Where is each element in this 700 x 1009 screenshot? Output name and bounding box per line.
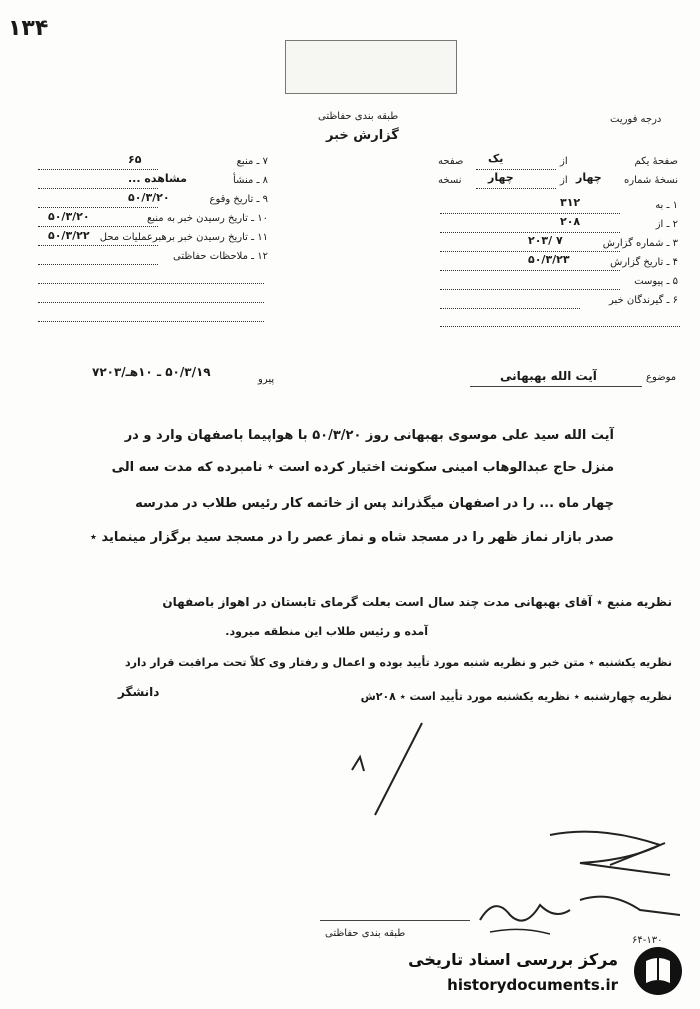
page-number: ۱۳۴ (8, 16, 49, 41)
form-code: ۶۴-۱۳۰ (632, 935, 663, 946)
blank-recipient-line (440, 326, 680, 327)
right-field-of: از (560, 175, 568, 186)
left-field-line (38, 226, 158, 227)
footer-rule (320, 920, 470, 921)
reference-code: ۵۰/۳/۱۹ ـ ۱۰هـ/۷۲۰۳ (92, 365, 211, 379)
handwritten-marks-center (330, 715, 430, 825)
handwritten-initials-bottom (470, 890, 580, 940)
left-field-value: ۵۰/۳/۲۲ (48, 229, 90, 242)
subject-label: موضوع (646, 372, 677, 383)
right-field-label: ۵ ـ پیوست (634, 276, 678, 287)
source-comment-line-1: نظریه منبع ٭ آقای بهبهانی مدت چند سال است بعلت گرمای تابستان در اهواز باصفهان (162, 595, 672, 609)
right-field-line (440, 251, 620, 252)
right-field-line (440, 308, 580, 309)
left-field-label: ۸ ـ منشأ (232, 175, 268, 186)
left-field-value: ۵۰/۳/۲۰ (128, 191, 170, 204)
left-field-label: ۷ ـ منبع (236, 156, 268, 167)
source-comment-line-2: آمده و رئیس طلاب این منطقه میرود. (225, 625, 428, 638)
right-field-line (476, 188, 556, 189)
priority-label: درجه فوریت (610, 114, 662, 125)
subject-underline (470, 386, 642, 387)
left-field-line (38, 169, 158, 170)
signer-name: دانشگر (118, 685, 160, 699)
classification-label: طبقه بندی حفاظتی (318, 111, 399, 122)
right-field-line (440, 213, 620, 214)
right-field-label: ۴ ـ تاریخ گزارش (610, 257, 678, 268)
right-field-value-b: چهار (576, 171, 602, 184)
right-field-label: ۶ ـ گیرندگان خبر (608, 295, 678, 306)
left-field-value: ۵۰/۳/۲۰ (48, 210, 90, 223)
right-field-tail: نسخه (438, 175, 462, 186)
body-line-1: آیت الله سید علی موسوی بهبهانی روز ۵۰/۳/۲۰ با هواپیما باصفهان وارد و در (124, 428, 614, 443)
left-field-line (38, 188, 158, 189)
blank-remark-line (38, 321, 264, 322)
right-field-line (440, 289, 620, 290)
sunday-comment: نظریه یکشنبه ٭ متن خبر و نظریه شنبه مورد تأیید بوده و اعمال و رفتار وی کلاً تحت مراقبت قرار دارد (125, 656, 672, 669)
right-field-line (440, 232, 620, 233)
left-field-label: ۹ ـ تاریخ وقوع (209, 194, 268, 205)
right-field-label: صفحهٔ یکم (634, 156, 678, 167)
right-field-of: از (560, 156, 568, 167)
body-line-4: صدر بازار نماز ظهر را در مسجد شاه و نماز عصر را در مسجد سید برگزار مینماید ٭ (89, 530, 614, 545)
body-line-2: منزل حاج عبدالوهاب امینی سکونت اختیار کرده است ٭ نامبرده که مدت سه الی (111, 460, 614, 475)
blank-remark-line (38, 302, 264, 303)
reference-prefix: پیرو (258, 374, 275, 385)
right-field-value: ۲۰۳/ ۷ (528, 234, 563, 247)
right-field-value: ۵۰/۳/۲۳ (528, 253, 570, 266)
right-field-label: ۲ ـ از (655, 219, 678, 230)
footer-classification: طبقه بندی حفاظتی (325, 928, 406, 939)
right-field-label: ۳ ـ شماره گزارش (602, 238, 678, 249)
right-field-label: نسخهٔ شماره (624, 175, 678, 186)
archive-logo-icon (632, 945, 684, 997)
left-field-line (38, 207, 158, 208)
right-field-label: ۱ ـ به (655, 200, 678, 211)
wednesday-comment: نظریه چهارشنبه ٭ نظریه یکشنبه مورد تأیید است ٭ ۲۰۸ش (360, 690, 672, 703)
left-field-line (38, 264, 158, 265)
subject-value: آیت الله بهبهانی (500, 369, 597, 383)
right-field-value: ۳۱۲ (560, 196, 581, 209)
left-field-label: ۱۰ ـ تاریخ رسیدن خبر به منبع (146, 213, 268, 224)
blank-remark-line (38, 283, 264, 284)
right-field-line (440, 270, 620, 271)
archive-url: historydocuments.ir (447, 976, 618, 994)
left-field-label: ۱۲ ـ ملاحظات حفاظتی (173, 251, 268, 262)
form-title: گزارش خبر (326, 128, 399, 143)
left-field-value: ۶۵ (128, 153, 142, 166)
stamp-box (285, 40, 457, 94)
right-field-tail: صفحه (438, 156, 464, 167)
body-line-3: چهار ماه ... را در اصفهان میگذراند پس از خاتمه کار رئیس طلاب در مدرسه (135, 496, 614, 511)
right-field-value: ۲۰۸ (560, 215, 581, 228)
right-field-value-a: چهار (488, 171, 514, 184)
left-field-value: مشاهده ... (128, 172, 187, 185)
left-field-label: ۱۱ ـ تاریخ رسیدن خبر برهبرعملیات محل (99, 232, 268, 243)
archive-title: مرکز بررسی اسناد تاریخی (408, 950, 618, 969)
right-field-line (476, 169, 556, 170)
left-field-line (38, 245, 158, 246)
right-field-value-a: یک (488, 152, 504, 165)
